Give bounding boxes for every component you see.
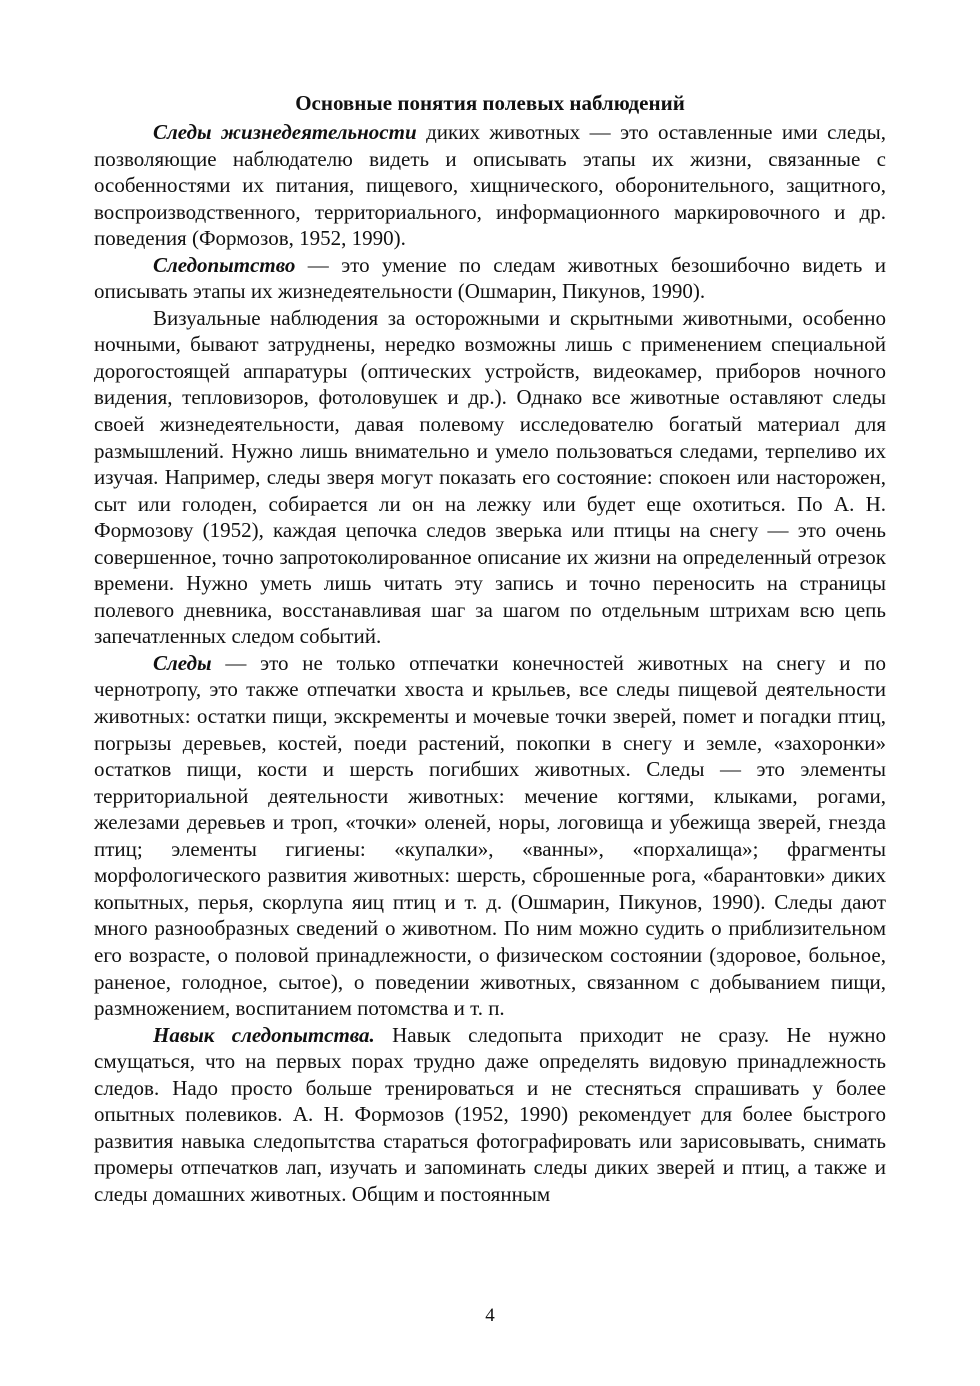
term-tracking-skill: Навык следопытства. — [153, 1022, 375, 1047]
page-title: Основные понятия полевых наблюдений — [295, 91, 685, 115]
paragraph-traces-of-life — [94, 119, 886, 252]
paragraph-text: Навык следопыта приходит не сразу. Не нужно смущаться, что на первых порах трудно даже определять видовую принадлежность следов. Надо просто больше тренироваться и не стесняться спрашивать у более опытных полевиков. А. Н. Формозов (1952, 1990) рекомендует для более быстрого развития навыка следопытства стараться фотографировать или зарисовывать, снимать промеры отпечатков лап, изучать и запоминать следы диких зверей и птиц, а также и следы домашних животных. Общим и постоянным — [94, 1022, 886, 1206]
term-traces-of-life: Следы жизнедеятельности — [153, 120, 417, 144]
paragraph-traces — [94, 650, 886, 1022]
paragraph-text: Визуальные наблюдения за осторожными и скрытными животными, особенно ночными, бывают затруднены, нередко возможны лишь с применением специальной дорогостоящей аппаратуры (оптических устройств, видеокамер, приборов ночного видения, тепловизоров, фотоловушек и др.). Однако все животные оставляют следы своей жизнедеятельности, давая полевому исследователю богатый материал для размышлений. Нужно лишь внимательно и умело пользоваться следами, терпеливо их изучая. Например, следы зверя могут показать его состояние: спокоен или насторожен, сыт или голоден, собирается ли он на лежку или будет еще охотиться. По А. Н. Формозову (1952), каждая цепочка следов зверька или птицы на снегу — это очень совершенное, точно запротоколированное описание их жизни на определенный отрезок времени. Нужно уметь лишь читать эту запись и точно переносить на страницы полевого дневника, восстанавливая шаг за шагом по отдельным штрихам всю цепь запечатленных следом событий. — [94, 305, 886, 649]
paragraph-text: — это умение по следам животных безошибочно видеть и описывать этапы их жизнедеятельности (Ошмарин, Пикунов, 1990). — [94, 252, 886, 304]
term-traces: Следы — [153, 650, 212, 675]
page-number: 4 — [485, 1305, 495, 1326]
paragraph-visual-observation — [94, 305, 886, 650]
paragraph-text: диких животных — это оставленные ими следы, позволяющие наблюдателю видеть и описывать этапы их жизни, связанные с особенностями их питания, пищевого, хищнического, оборонительного, защитного, воспроизводственного, территориального, информационного маркировочного и др. поведения (Формозов, 1952, 1990). — [94, 120, 886, 251]
paragraph-tracking — [94, 252, 886, 305]
page-content — [94, 90, 886, 1207]
paragraph-tracking-skill — [94, 1022, 886, 1208]
paragraph-text: — это не только отпечатки конечностей животных на снегу и по чернотропу, это также отпечатки хвоста и крыльев, все следы пищевой деятельности животных: остатки пищи, экскременты и мочевые точки зверей, помет и погадки птиц, погрызы деревьев, костей, поеди растений, покопки в снегу и земле, «захоронки» остатков пищи, кости и шерсть погибших животных. Следы — это элементы территориальной деятельности животных: мечение когтями, клыками, рогами, железами деревьев и троп, «точки» оленей, норы, логовища и убежища зверей, гнезда птиц; элементы гигиены: «купалки», «ванны», «порхалища»; фрагменты морфологического развития животных: шерсть, сброшенные рога, «барантовки» диких копытных, перья, скорлупа яиц птиц и т. д. (Ошмарин, Пикунов, 1990). Следы дают много разнообразных сведений о животном. По ним можно судить о приблизительном его возрасте, о половой принадлежности, о физическом состоянии (здоровое, больное, раненое, голодное, сытое), о поведении животных, связанном с добыванием пищи, размножением, воспитанием потомства и т. п. — [94, 650, 886, 1021]
term-tracking: Следопытство — [153, 252, 296, 277]
